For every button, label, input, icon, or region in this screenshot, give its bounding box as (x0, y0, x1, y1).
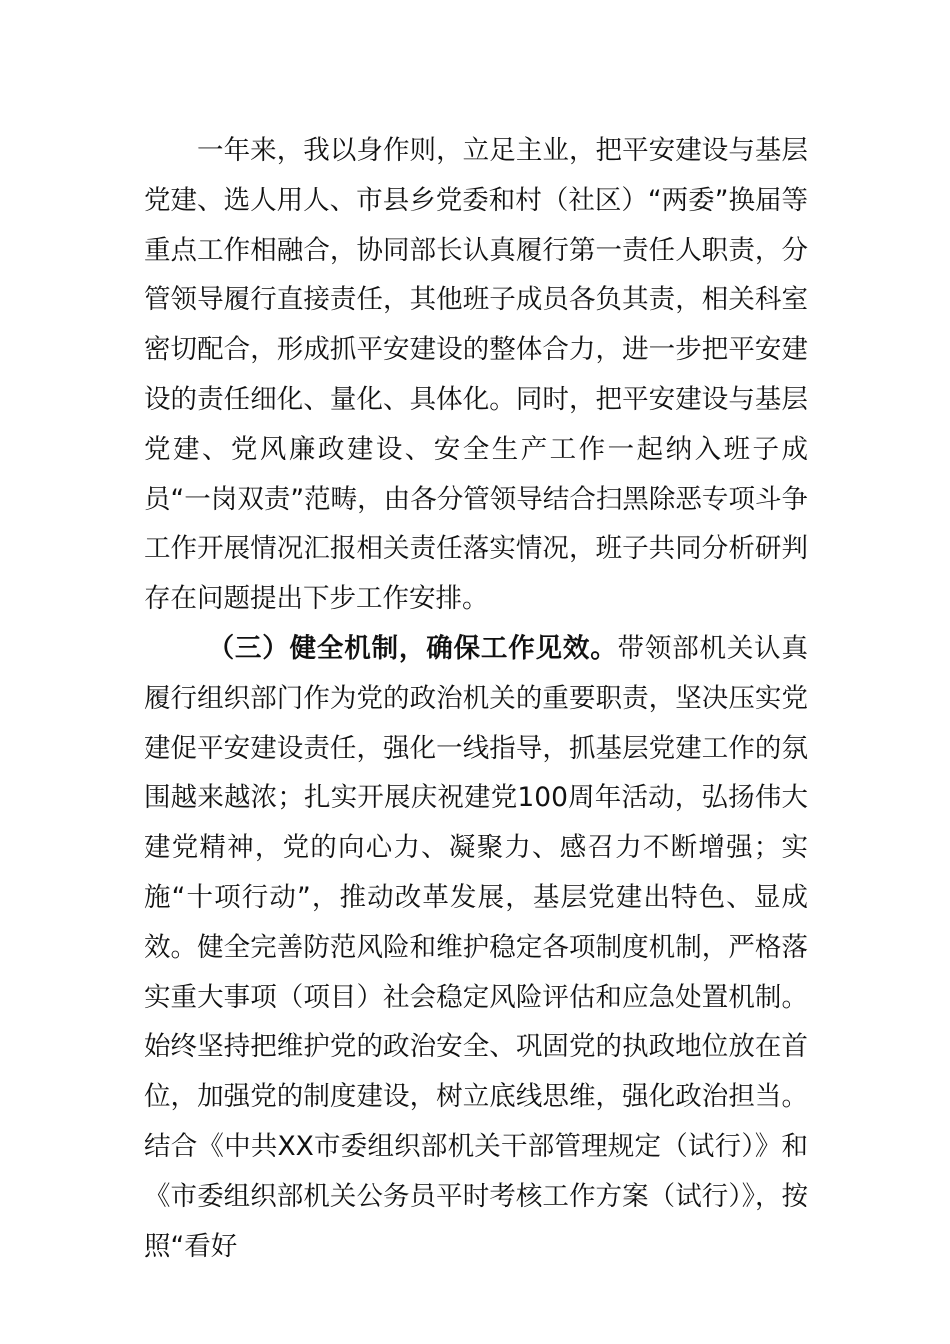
paragraph-responsibility: 一年来，我以身作则，立足主业，把平安建设与基层党建、选人用人、市县乡党委和村（社区）“两委”换届等重点工作相融合，协同部长认真履行第一责任人职责，分管领导履行直接责任，其他班子成员各负其责，相关科室密切配合，形成抓平安建设的整体合力，进一步把平安建设的责任细化、量化、具体化。同时，把平安建设与基层党建、党风廉政建设、安全生产工作一起纳入班子成员“一岗双责”范畴，由各分管领导结合扫黑除恶专项斗争工作开展情况汇报相关责任落实情况，班子共同分析研判存在问题提出下步工作安排。 (144, 135, 808, 615)
document-body (144, 126, 808, 1271)
paragraph-section-3 (144, 624, 808, 1271)
section-3-body: 带领部机关认真履行组织部门作为党的政治机关的重要职责，坚决压实党建促平安建设责任，强化一线指导，抓基层党建工作的氛围越来越浓；扎实开展庆祝建党100周年活动，弘扬伟大建党精神，党的向心力、凝聚力、感召力不断增强；实施“十项行动”，推动改革发展，基层党建出特色、显成效。健全完善防范风险和维护稳定各项制度机制，严格落实重大事项（项目）社会稳定风险评估和应急处置机制。始终坚持把维护党的政治安全、巩固党的执政地位放在首位，加强党的制度建设，树立底线思维，强化政治担当。结合《中共XX市委组织部机关干部管理规定（试行）》和《市委组织部机关公务员平时考核工作方案（试行）》，按照“看好 (144, 632, 809, 1262)
section-3-heading: （三）健全机制，确保工作见效。 (207, 632, 618, 664)
